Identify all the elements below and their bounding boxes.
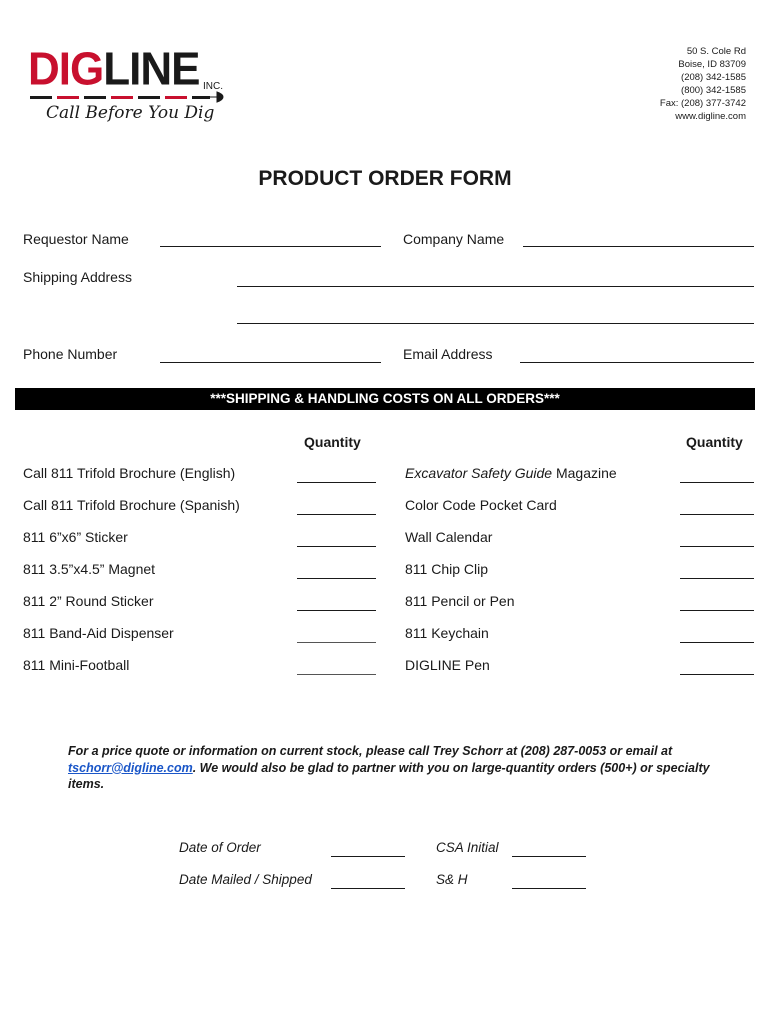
logo-tagline: Call Before You Dig [46,103,215,123]
phone-number-field[interactable] [160,362,381,363]
digline-logo [28,43,200,96]
quantity-field[interactable] [680,514,754,515]
note-text: . We would also be glad to partner with you on large-quantity orders (500+) or specialty items. [68,760,710,791]
logo-dash [111,96,133,99]
logo-dash [165,96,187,99]
shipping-address-field-2[interactable] [237,323,754,324]
quantity-field[interactable] [680,578,754,579]
address-line: Boise, ID 83709 [678,59,746,70]
product-item: DIGLINE Pen [405,657,490,673]
logo-dash [84,96,106,99]
logo-dash [138,96,160,99]
date-of-order-field[interactable] [331,856,405,857]
product-item: 811 3.5”x4.5” Magnet [23,561,156,577]
logo-dash [30,96,52,99]
csa-initial-label: CSA Initial [436,840,499,855]
company-name-label: Company Name [403,231,505,247]
quantity-field[interactable] [297,546,376,547]
address-line: Fax: (208) 377-3742 [659,98,746,109]
product-item [405,465,617,481]
quantity-field[interactable] [680,642,754,643]
company-name-field[interactable] [523,246,754,247]
s-and-h-field[interactable] [512,888,586,889]
shovel-icon [208,90,224,104]
product-item: Call 811 Trifold Brochure (Spanish) [23,497,240,513]
product-item: Color Code Pocket Card [405,497,557,513]
product-item: 811 Chip Clip [405,561,489,577]
date-mailed-label: Date Mailed / Shipped [179,872,312,887]
product-item: Call 811 Trifold Brochure (English) [23,465,236,481]
product-item: Wall Calendar [405,529,493,545]
product-item: 811 6”x6” Sticker [23,529,128,545]
quantity-field[interactable] [297,642,376,643]
product-item: 811 Band-Aid Dispenser [23,625,174,641]
logo-dash [57,96,79,99]
note-text: For a price quote or information on current stock, please call Trey Schorr at (208) 287-0053 or email at [68,744,673,758]
product-item: 811 Keychain [405,625,489,641]
address-line: 50 S. Cole Rd [686,46,746,57]
product-item-italic: Excavator Safety Guide [405,465,553,481]
logo-inc: INC. [203,81,223,92]
page-title: PRODUCT ORDER FORM [258,167,512,190]
quantity-field[interactable] [680,610,754,611]
address-line: www.digline.com [675,111,746,122]
quantity-field[interactable] [680,674,754,675]
quantity-header-left: Quantity [304,434,361,450]
address-line: (208) 342-1585 [681,72,746,83]
quantity-field[interactable] [680,482,754,483]
product-item: 811 Pencil or Pen [405,593,515,609]
product-item: 811 Mini-Football [23,657,130,673]
shipping-address-field[interactable] [237,286,754,287]
phone-number-label: Phone Number [23,346,118,362]
requestor-name-label: Requestor Name [23,231,129,247]
quantity-field[interactable] [680,546,754,547]
logo-line: LINE [103,43,200,96]
quantity-header-right: Quantity [686,434,743,450]
email-link[interactable]: tschorr@digline.com [68,760,193,775]
date-of-order-label: Date of Order [179,840,261,855]
requestor-name-field[interactable] [160,246,381,247]
date-mailed-field[interactable] [331,888,405,889]
csa-initial-field[interactable] [512,856,586,857]
s-and-h-label: S& H [436,872,468,887]
quantity-field[interactable] [297,674,376,675]
product-item-text: Magazine [552,465,617,481]
quantity-field[interactable] [297,610,376,611]
shipping-banner: ***SHIPPING & HANDLING COSTS ON ALL ORDERS*** [15,388,755,410]
address-line: (800) 342-1585 [681,85,746,96]
quantity-field[interactable] [297,514,376,515]
email-address-label: Email Address [403,346,493,362]
product-item: 811 2” Round Sticker [23,593,154,609]
quantity-field[interactable] [297,578,376,579]
quantity-field[interactable] [297,482,376,483]
email-address-field[interactable] [520,362,754,363]
shipping-address-label: Shipping Address [23,269,132,285]
logo-dig: DIG [28,43,104,96]
price-quote-note [68,743,748,793]
company-address [660,45,746,123]
